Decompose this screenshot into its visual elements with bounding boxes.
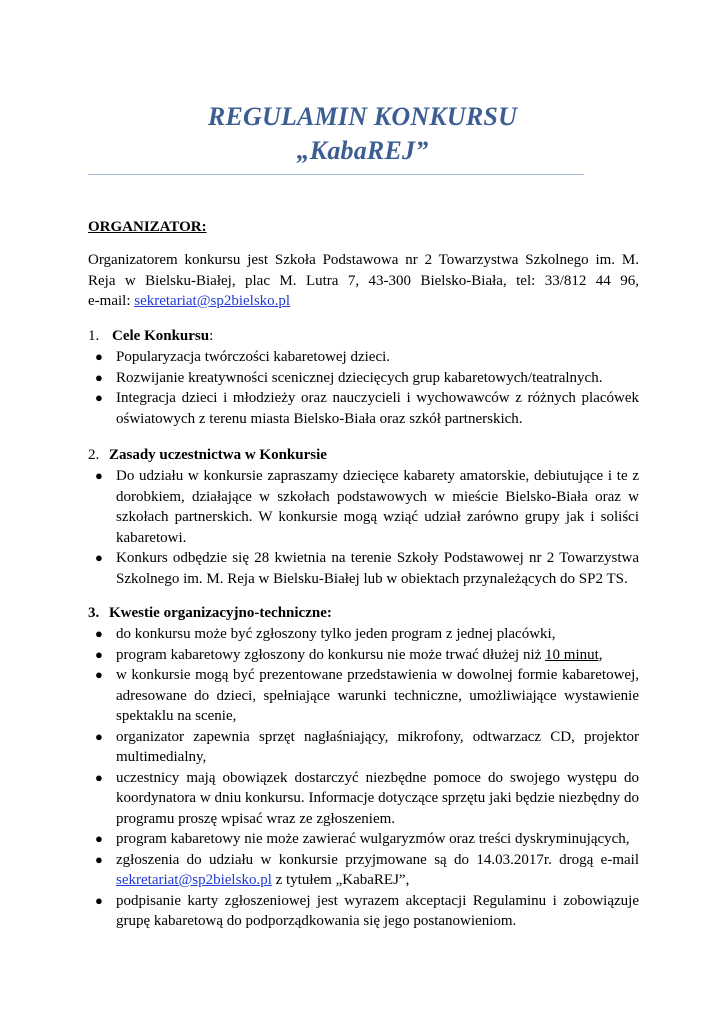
list-item: ● Konkurs odbędzie się 28 kwietnia na terenie Szkoły Podstawowej nr 2 Towarzystwa Szkolnego im. M. Reja w Bielsku-Białej lub w obiektach przynależących do SP2 TS.: [95, 550, 639, 587]
bullet-icon: ●: [95, 468, 103, 483]
list-item: ● Rozwijanie kreatywności scenicznej dziecięcych grup kabaretowych/teatralnych.: [88, 368, 639, 389]
bullet-icon: ●: [95, 769, 103, 785]
list-item: ● podpisanie karty zgłoszeniowej jest wyrazem akceptacji Regulaminu i zobowiązuje grupę kabaretową do podporządkowania się jego postanowieniom.: [95, 892, 639, 929]
list-item: ● uczestnicy mają obowiązek dostarczyć niezbędne pomoce do swojego występu do koordynatora w dniu konkursu. Informacje dotyczące sprzętu jaki będzie niezbędny do programu proszę wpisać wraz ze zgłoszeniem.: [95, 769, 639, 827]
section2-heading: Zasady uczestnictwa w Konkursie: [109, 447, 327, 463]
organizer-text: Organizatorem konkursu jest Szkoła Podstawowa nr 2 Towarzystwa Szkolnego im. M. Reja w Bielsku-Białej, plac M. Lutra 7, 43-300 Bielsko-Biała, tel: 33/812 44 96,: [88, 252, 639, 289]
duration-limit: 10 minut,: [545, 646, 603, 663]
section1-heading: Cele Konkursu: [112, 328, 210, 344]
email-label: e-mail:: [88, 293, 131, 309]
organizer-email-line: [88, 291, 639, 312]
document-title: REGULAMIN KONKURSU: [207, 102, 518, 131]
section2-number: 2.: [88, 447, 100, 463]
list-item: ● Do udziału w konkursie zapraszamy dziecięce kabarety amatorskie, debiutujące i te z dorobkiem, działające w szkołach podstawowych w mieście Bielsko-Biała oraz w szkołach partnerskich. W konkursie mogą wziąć udział zarówno grupy jak i soliści kabaretowi.: [95, 468, 639, 546]
section3-list: [88, 624, 639, 932]
section1-number: 1.: [88, 328, 100, 344]
title-block: [0, 100, 725, 168]
bullet-icon: ●: [95, 390, 103, 405]
bullet-icon: ●: [95, 550, 103, 565]
section3-heading: Kwestie organizacyjno-techniczne:: [109, 605, 332, 621]
submission-email-link[interactable]: sekretariat@sp2bielsko.pl: [116, 872, 272, 888]
organizer-email-link[interactable]: sekretariat@sp2bielsko.pl: [134, 293, 291, 309]
bullet-icon: ●: [95, 349, 103, 364]
bullet-icon: ●: [95, 646, 103, 662]
bullet-icon: ●: [95, 831, 103, 846]
organizer-heading: ORGANIZATOR:: [88, 219, 207, 235]
section1-heading-suffix: :: [209, 328, 214, 344]
title-divider: [88, 174, 584, 175]
section1-list: [88, 347, 639, 429]
bullet-icon: ●: [95, 728, 103, 744]
list-item: ● Popularyzacja twórczości kabaretowej dzieci.: [88, 347, 639, 368]
section3-number: 3.: [88, 605, 100, 621]
section2-list: [88, 466, 639, 589]
list-item: ● program kabaretowy zgłoszony do konkursu nie może trwać dłużej niż 10 minut,: [88, 645, 639, 666]
list-item: ● do konkursu może być zgłoszony tylko jeden program z jednej placówki,: [88, 624, 639, 645]
list-item: ● Integracja dzieci i młodzieży oraz nauczycieli i wychowawców z różnych placówek oświatowych z terenu miasta Bielsko-Biała oraz szkół partnerskich.: [95, 390, 639, 427]
list-item: ● w konkursie mogą być prezentowane przedstawienia w dowolnej formie kabaretowej, adresowane do dzieci, spełniające warunki techniczne, umożliwiające wystawienie spektaklu na scenie,: [95, 667, 639, 724]
bullet-icon: ●: [95, 851, 103, 867]
bullet-icon: ●: [95, 667, 103, 682]
list-item: ● zgłoszenia do udziału w konkursie przyjmowane są do 14.03.2017r. drogą e-mail sekretariat@sp2bielsko.pl z tytułem „KabaREJ”,: [95, 851, 639, 888]
bullet-icon: ●: [95, 892, 103, 908]
contest-name: „KabaREJ”: [296, 136, 429, 165]
list-item: ● program kabaretowy nie może zawierać wulgaryzmów oraz treści dyskryminujących,: [88, 829, 639, 850]
bullet-icon: ●: [95, 626, 103, 641]
list-item: ● organizator zapewnia sprzęt nagłaśniający, mikrofony, odtwarzacz CD, projektor multimedialny,: [95, 728, 639, 765]
section1-heading-line: [112, 326, 639, 347]
bullet-icon: ●: [95, 369, 103, 385]
